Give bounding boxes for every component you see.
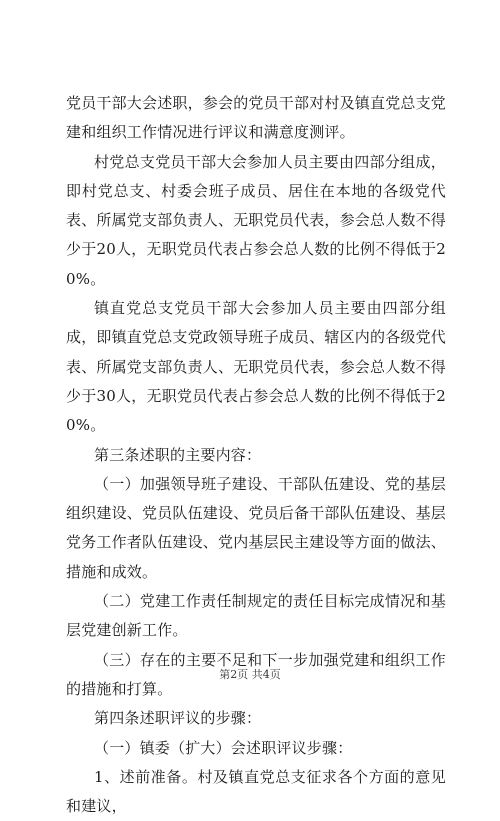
- subheading-committee-steps: （一）镇委（扩大）会述职评议步骤：: [94, 738, 353, 757]
- document-body: [66, 89, 446, 821]
- paragraph-continuation: 党员干部大会述职，参会的党员干部对村及镇直党总支党建和组织工作情况进行评议和满意度测评。: [66, 94, 447, 142]
- paragraph-item-2: （二）党建工作责任制规定的责任目标完成情况和基层党建创新工作。: [66, 592, 446, 640]
- heading-article-4: 第四条述职评议的步骤：: [94, 709, 262, 728]
- page-footer: 第2页 共4页: [219, 668, 281, 681]
- paragraph-item-1: （一）加强领导班子建设、干部队伍建设、党的基层组织建设、党员队伍建设、党员后备干部队伍建设、基层党务工作者队伍建设、党内基层民主建设等方面的做法、措施和成效。: [66, 474, 447, 581]
- paragraph-village-meeting: 村党总支党员干部大会参加人员主要由四部分组成，即村党总支、村委会班子成员、居住在本地的各级党代表、所属党支部负责人、无职党员代表，参会总人数不得少于20人，无职党员代表占参会总人数的比例不得低于20%。: [66, 152, 447, 288]
- paragraph-town-meeting: 镇直党总支党员干部大会参加人员主要由四部分组成，即镇直党总支党政领导班子成员、辖区内的各级党代表、所属党支部负责人、无职党员代表，参会总人数不得少于30人，无职党员代表占参会总人数的比例不得低于20%。: [66, 299, 447, 435]
- heading-article-3: 第三条述职的主要内容：: [94, 445, 262, 464]
- paragraph-item-3: （三）存在的主要不足和下一步加强党建和组织工作的措施和打算。: [66, 650, 446, 698]
- paragraph-preparation: 1、述前准备。村及镇直党总支征求各个方面的意见和建议，: [66, 767, 446, 816]
